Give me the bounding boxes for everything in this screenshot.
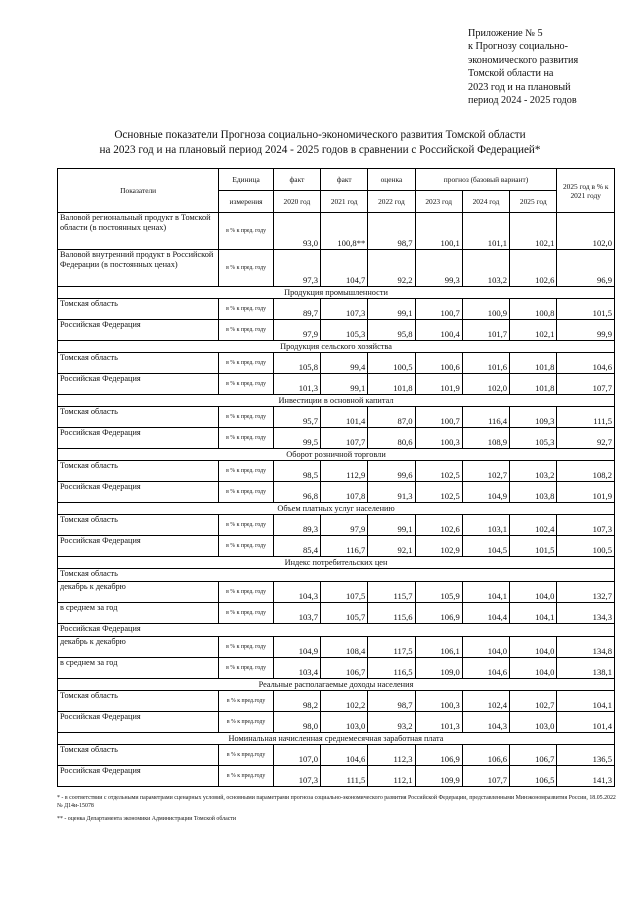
value-cell: 106,9	[415, 603, 462, 624]
value-cell: 138,1	[557, 658, 615, 679]
value-cell: 108,4	[321, 637, 368, 658]
value-cell: 102,1	[510, 213, 557, 250]
title-line: Основные показатели Прогноза социально-экономического развития Томской области	[114, 129, 526, 141]
section-row	[58, 679, 615, 691]
appendix-line: к Прогнозу социально-	[468, 41, 569, 53]
value-cell: 104,7	[321, 250, 368, 287]
value-cell: 112,1	[368, 766, 415, 787]
value-cell: 97,9	[321, 515, 368, 536]
value-cell: 100,1	[415, 213, 462, 250]
value-cell: 102,0	[557, 213, 615, 250]
value-cell: 107,3	[557, 515, 615, 536]
value-cell: 134,8	[557, 637, 615, 658]
value-cell: 111,5	[321, 766, 368, 787]
value-cell: 106,6	[462, 745, 509, 766]
row-label: Томская область	[58, 515, 219, 536]
table-row	[58, 407, 615, 428]
unit-cell: в % к пред. году	[219, 482, 273, 503]
value-cell: 101,5	[510, 536, 557, 557]
value-cell: 104,6	[321, 745, 368, 766]
unit-cell: в % к пред.году	[219, 745, 273, 766]
value-cell: 104,3	[273, 582, 320, 603]
footnote-1: * - в соответствии с отдельными параметрами сценарных условий, основными параметрами прогноза социально-экономического развития Российской Федерации, представленными Минэкономразвития России, 18.05.2022 № Д14и-15078	[57, 795, 616, 809]
value-cell: 101,7	[462, 320, 509, 341]
value-cell: 100,6	[415, 353, 462, 374]
value-cell: 103,2	[462, 250, 509, 287]
header-ratio: 2025 год в % к 2021 году	[557, 169, 615, 213]
value-cell: 107,3	[273, 766, 320, 787]
appendix-line: экономического развития	[468, 54, 579, 66]
unit-cell: в % к пред. году	[219, 299, 273, 320]
value-cell: 105,9	[415, 582, 462, 603]
table-row	[58, 691, 615, 712]
value-cell: 136,5	[557, 745, 615, 766]
value-cell: 102,5	[415, 482, 462, 503]
value-cell: 101,3	[415, 712, 462, 733]
value-cell: 104,9	[273, 637, 320, 658]
title-line: на 2023 год и на плановый период 2024 - 2025 годов в сравнении с Российской Федерацией*	[99, 143, 541, 156]
value-cell: 104,5	[462, 536, 509, 557]
value-cell: 102,9	[415, 536, 462, 557]
value-cell: 102,0	[462, 374, 509, 395]
table-row	[58, 250, 615, 287]
unit-cell: в % к пред.году	[219, 712, 273, 733]
header-2020: 2020 год	[273, 191, 320, 213]
value-cell: 109,9	[415, 766, 462, 787]
value-cell: 101,8	[368, 374, 415, 395]
value-cell: 96,9	[557, 250, 615, 287]
value-cell: 109,3	[510, 407, 557, 428]
value-cell: 102,6	[415, 515, 462, 536]
table-row	[58, 374, 615, 395]
value-cell: 104,1	[557, 691, 615, 712]
value-cell: 108,2	[557, 461, 615, 482]
indicators-table	[57, 168, 615, 787]
value-cell: 95,8	[368, 320, 415, 341]
value-cell: 107,7	[462, 766, 509, 787]
table-row	[58, 482, 615, 503]
value-cell: 107,7	[321, 428, 368, 449]
row-label: Российская Федерация	[58, 374, 219, 395]
value-cell: 98,7	[368, 691, 415, 712]
unit-cell: в % к пред. году	[219, 536, 273, 557]
value-cell: 98,0	[273, 712, 320, 733]
table-row	[58, 712, 615, 733]
value-cell: 100,5	[368, 353, 415, 374]
table-row	[58, 766, 615, 787]
appendix-note	[468, 27, 628, 107]
document-title	[40, 128, 600, 157]
value-cell: 98,5	[273, 461, 320, 482]
row-label: в среднем за год	[58, 658, 219, 679]
value-cell: 107,3	[321, 299, 368, 320]
value-cell: 102,6	[510, 250, 557, 287]
header-2024: 2024 год	[462, 191, 509, 213]
value-cell: 104,0	[510, 637, 557, 658]
row-label: Валовой внутренний продукт в Российской Федерации (в постоянных ценах)	[58, 250, 219, 287]
value-cell: 99,1	[368, 299, 415, 320]
header-fact-2020: факт	[273, 169, 320, 191]
value-cell: 102,2	[321, 691, 368, 712]
value-cell: 115,6	[368, 603, 415, 624]
value-cell: 102,1	[510, 320, 557, 341]
section-row	[58, 503, 615, 515]
unit-cell: в % к пред. году	[219, 213, 273, 250]
header-fact-2021: факт	[321, 169, 368, 191]
value-cell: 105,8	[273, 353, 320, 374]
unit-cell: в % к пред. году	[219, 320, 273, 341]
header-estimate: оценка	[368, 169, 415, 191]
value-cell: 99,5	[273, 428, 320, 449]
section-title: Индекс потребительских цен	[58, 557, 615, 569]
table-row	[58, 624, 615, 637]
section-row	[58, 341, 615, 353]
value-cell: 134,3	[557, 603, 615, 624]
value-cell: 97,3	[273, 250, 320, 287]
value-cell: 99,1	[368, 515, 415, 536]
header-unit: Единица	[219, 169, 273, 191]
unit-cell: в % к пред. году	[219, 461, 273, 482]
value-cell: 104,0	[510, 658, 557, 679]
value-cell: 104,0	[462, 637, 509, 658]
value-cell: 97,9	[273, 320, 320, 341]
table-row	[58, 637, 615, 658]
value-cell: 106,7	[510, 745, 557, 766]
value-cell: 101,6	[462, 353, 509, 374]
appendix-line: Приложение № 5	[468, 28, 543, 39]
row-label: Российская Федерация	[58, 428, 219, 449]
header-forecast: прогноз (базовый вариант)	[415, 169, 557, 191]
appendix-line: период 2024 - 2025 годов	[468, 95, 577, 107]
appendix-line: Томской области на	[468, 68, 554, 80]
value-cell: 93,2	[368, 712, 415, 733]
value-cell: 100,3	[415, 691, 462, 712]
row-label: Российская Федерация	[58, 482, 219, 503]
value-cell: 99,1	[321, 374, 368, 395]
value-cell: 80,6	[368, 428, 415, 449]
value-cell: 103,8	[510, 482, 557, 503]
value-cell: 103,1	[462, 515, 509, 536]
table-row	[58, 536, 615, 557]
value-cell: 99,6	[368, 461, 415, 482]
value-cell: 108,9	[462, 428, 509, 449]
value-cell: 112,9	[321, 461, 368, 482]
value-cell: 100,7	[415, 407, 462, 428]
value-cell: 85,4	[273, 536, 320, 557]
value-cell: 92,1	[368, 536, 415, 557]
unit-cell: в % к пред. году	[219, 515, 273, 536]
value-cell: 104,0	[510, 582, 557, 603]
value-cell: 92,7	[557, 428, 615, 449]
value-cell: 104,1	[510, 603, 557, 624]
section-row	[58, 449, 615, 461]
row-label: Российская Федерация	[58, 766, 219, 787]
unit-cell: в % к пред.году	[219, 691, 273, 712]
unit-cell: в % к пред. году	[219, 374, 273, 395]
value-cell: 100,5	[557, 536, 615, 557]
value-cell: 98,7	[368, 213, 415, 250]
section-row	[58, 395, 615, 407]
section-title: Объем платных услуг населению	[58, 503, 615, 515]
section-title: Оборот розничной торговли	[58, 449, 615, 461]
value-cell: 91,3	[368, 482, 415, 503]
value-cell: 104,6	[462, 658, 509, 679]
value-cell: 103,0	[510, 712, 557, 733]
value-cell: 96,8	[273, 482, 320, 503]
section-row	[58, 287, 615, 299]
header-2022: 2022 год	[368, 191, 415, 213]
row-label: Томская область	[58, 461, 219, 482]
value-cell: 117,5	[368, 637, 415, 658]
value-cell: 107,8	[321, 482, 368, 503]
value-cell: 99,4	[321, 353, 368, 374]
section-title: Реальные располагаемые доходы населения	[58, 679, 615, 691]
table-row	[58, 461, 615, 482]
value-cell: 101,4	[321, 407, 368, 428]
table-row	[58, 353, 615, 374]
section-title: Номинальная начисленная среднемесячная заработная плата	[58, 733, 615, 745]
value-cell: 101,9	[557, 482, 615, 503]
value-cell: 89,3	[273, 515, 320, 536]
value-cell: 101,8	[510, 374, 557, 395]
value-cell: 106,1	[415, 637, 462, 658]
row-label: Томская область	[58, 745, 219, 766]
value-cell: 107,0	[273, 745, 320, 766]
value-cell: 104,4	[462, 603, 509, 624]
row-label: Валовой региональный продукт в Томской области (в постоянных ценах)	[58, 213, 219, 250]
row-label: Томская область	[58, 299, 219, 320]
unit-cell: в % к пред. году	[219, 407, 273, 428]
row-label: Российская Федерация	[58, 536, 219, 557]
unit-cell: в % к пред. году	[219, 658, 273, 679]
value-cell: 109,0	[415, 658, 462, 679]
value-cell: 102,5	[415, 461, 462, 482]
row-label: Томская область	[58, 353, 219, 374]
value-cell: 95,7	[273, 407, 320, 428]
value-cell: 103,4	[273, 658, 320, 679]
group-label: Российская Федерация	[58, 624, 615, 637]
value-cell: 102,7	[510, 691, 557, 712]
section-row	[58, 557, 615, 569]
value-cell: 100,9	[462, 299, 509, 320]
value-cell: 101,9	[415, 374, 462, 395]
row-label: Томская область	[58, 691, 219, 712]
value-cell: 98,2	[273, 691, 320, 712]
value-cell: 101,4	[557, 712, 615, 733]
value-cell: 87,0	[368, 407, 415, 428]
value-cell: 100,7	[415, 299, 462, 320]
value-cell: 103,7	[273, 603, 320, 624]
header-indicators: Показатели	[58, 169, 219, 213]
table-row	[58, 745, 615, 766]
section-title: Инвестиции в основной капитал	[58, 395, 615, 407]
value-cell: 116,4	[462, 407, 509, 428]
value-cell: 104,1	[462, 582, 509, 603]
value-cell: 104,3	[462, 712, 509, 733]
row-label: Томская область	[58, 407, 219, 428]
value-cell: 100,3	[415, 428, 462, 449]
value-cell: 106,7	[321, 658, 368, 679]
value-cell: 101,1	[462, 213, 509, 250]
unit-cell: в % к пред. году	[219, 428, 273, 449]
value-cell: 103,2	[510, 461, 557, 482]
value-cell: 107,5	[321, 582, 368, 603]
footnote-2: ** - оценка Департамента экономики Администрации Томской области	[57, 816, 237, 822]
table-row	[58, 428, 615, 449]
section-title: Продукция сельского хозяйства	[58, 341, 615, 353]
value-cell: 102,7	[462, 461, 509, 482]
unit-cell: в % к пред. году	[219, 582, 273, 603]
table-row	[58, 582, 615, 603]
unit-cell: в % к пред. году	[219, 637, 273, 658]
value-cell: 105,3	[510, 428, 557, 449]
unit-cell: в % к пред. году	[219, 353, 273, 374]
section-title: Продукция промышленности	[58, 287, 615, 299]
value-cell: 100,4	[415, 320, 462, 341]
value-cell: 104,6	[557, 353, 615, 374]
section-row	[58, 733, 615, 745]
value-cell: 92,2	[368, 250, 415, 287]
table-row	[58, 320, 615, 341]
header-2021: 2021 год	[321, 191, 368, 213]
header-2025: 2025 год	[510, 191, 557, 213]
unit-cell: в % к пред.году	[219, 766, 273, 787]
value-cell: 112,3	[368, 745, 415, 766]
value-cell: 107,7	[557, 374, 615, 395]
header-unit-measure: измерения	[219, 191, 273, 213]
row-label: в среднем за год	[58, 603, 219, 624]
value-cell: 116,5	[368, 658, 415, 679]
value-cell: 115,7	[368, 582, 415, 603]
value-cell: 101,5	[557, 299, 615, 320]
value-cell: 100,8**	[321, 213, 368, 250]
value-cell: 132,7	[557, 582, 615, 603]
value-cell: 99,9	[557, 320, 615, 341]
header-2023: 2023 год	[415, 191, 462, 213]
table-row	[58, 603, 615, 624]
table-row	[58, 515, 615, 536]
table-body	[58, 213, 615, 787]
value-cell: 141,3	[557, 766, 615, 787]
value-cell: 102,4	[462, 691, 509, 712]
row-label: декабрь к декабрю	[58, 637, 219, 658]
value-cell: 101,3	[273, 374, 320, 395]
table-row	[58, 658, 615, 679]
value-cell: 102,4	[510, 515, 557, 536]
value-cell: 116,7	[321, 536, 368, 557]
table-row	[58, 569, 615, 582]
value-cell: 105,3	[321, 320, 368, 341]
value-cell: 111,5	[557, 407, 615, 428]
value-cell: 103,0	[321, 712, 368, 733]
table-row	[58, 213, 615, 250]
value-cell: 99,3	[415, 250, 462, 287]
value-cell: 89,7	[273, 299, 320, 320]
value-cell: 105,7	[321, 603, 368, 624]
table-row	[58, 299, 615, 320]
row-label: Российская Федерация	[58, 320, 219, 341]
value-cell: 106,5	[510, 766, 557, 787]
row-label: декабрь к декабрю	[58, 582, 219, 603]
appendix-line: 2023 год и на плановый	[468, 81, 571, 93]
value-cell: 106,9	[415, 745, 462, 766]
value-cell: 104,9	[462, 482, 509, 503]
value-cell: 100,8	[510, 299, 557, 320]
group-label: Томская область	[58, 569, 615, 582]
value-cell: 101,8	[510, 353, 557, 374]
value-cell: 93,0	[273, 213, 320, 250]
row-label: Российская Федерация	[58, 712, 219, 733]
unit-cell: в % к пред. году	[219, 250, 273, 287]
unit-cell: в % к пред. году	[219, 603, 273, 624]
